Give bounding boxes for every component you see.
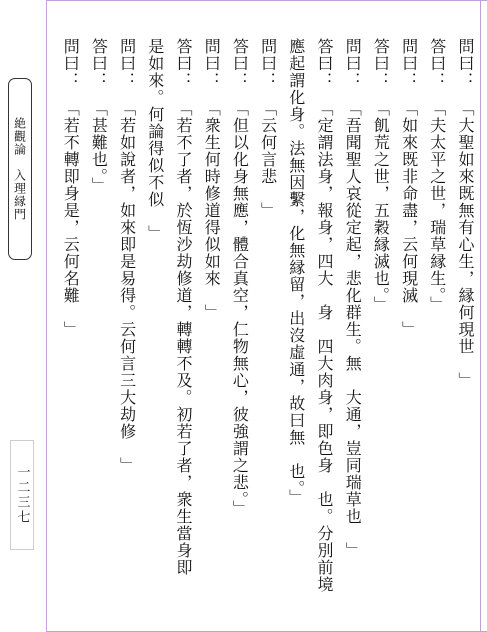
column-text: 「云何言悲 」 — [258, 100, 278, 219]
column-text: 「吾聞聖人哀從定起，悲化群生。無 大通，豈同瑞草也 」 — [343, 100, 363, 559]
page-number-text: 一二三七 — [14, 465, 30, 525]
speaker-label: 答曰： — [230, 38, 250, 89]
column-text: 「夫太平之世，瑞草縁生。」 — [427, 100, 447, 313]
column-text: 「甚難也。」 — [89, 100, 109, 194]
page-border-top — [46, 0, 487, 1]
speaker-label: 問曰： — [343, 38, 363, 89]
column-text: 「飢荒之世，五穀縁滅也。」 — [371, 100, 391, 313]
column-text: 「大聖如來既無有心生，縁何現世 」 — [456, 100, 475, 389]
column-text: 應起謂化身。法無因繫，化無縁留，出沒虛通，故曰無 也。」 — [286, 38, 306, 506]
speaker-label: 答曰： — [427, 38, 447, 89]
column-text: 「若不轉即身是，云何名難 」 — [61, 100, 81, 338]
page-border-right — [480, 0, 481, 632]
speaker-label: 答曰： — [174, 38, 193, 89]
book-section-title-text: 絶觀論 入理縁門 — [12, 117, 27, 221]
speaker-label: 問曰： — [61, 38, 81, 89]
page-number — [10, 440, 34, 550]
book-section-title — [8, 78, 32, 260]
column-text: 「衆生何時修道得似如來 」 — [202, 100, 222, 321]
column-text: 「定謂法身，報身，四大 身 四大肉身，即色身 也。分別前境 — [315, 100, 334, 593]
speaker-label: 問曰： — [399, 38, 419, 89]
column-text: 是如來。何論得似不似 」 — [145, 38, 165, 242]
column-text: 「若如說者，如來即是易得。云何言三大劫修 」 — [117, 100, 137, 474]
speaker-label: 答曰： — [89, 38, 109, 89]
page-border-left — [46, 0, 47, 632]
column-text: 「若不了者，於恆沙劫修道，轉轉不及。初若了者，衆生當身即 — [174, 100, 193, 576]
speaker-label: 問曰： — [456, 38, 475, 89]
speaker-label: 答曰： — [315, 38, 334, 89]
speaker-label: 問曰： — [117, 38, 137, 89]
column-text: 「但以化身無應，體合真空，仁物無心，彼強謂之悲。」 — [230, 100, 250, 517]
column-text: 「如來既非命盡，云何現滅 」 — [399, 100, 419, 338]
speaker-label: 問曰： — [258, 38, 278, 89]
speaker-label: 答曰： — [371, 38, 391, 89]
speaker-label: 問曰： — [202, 38, 222, 89]
